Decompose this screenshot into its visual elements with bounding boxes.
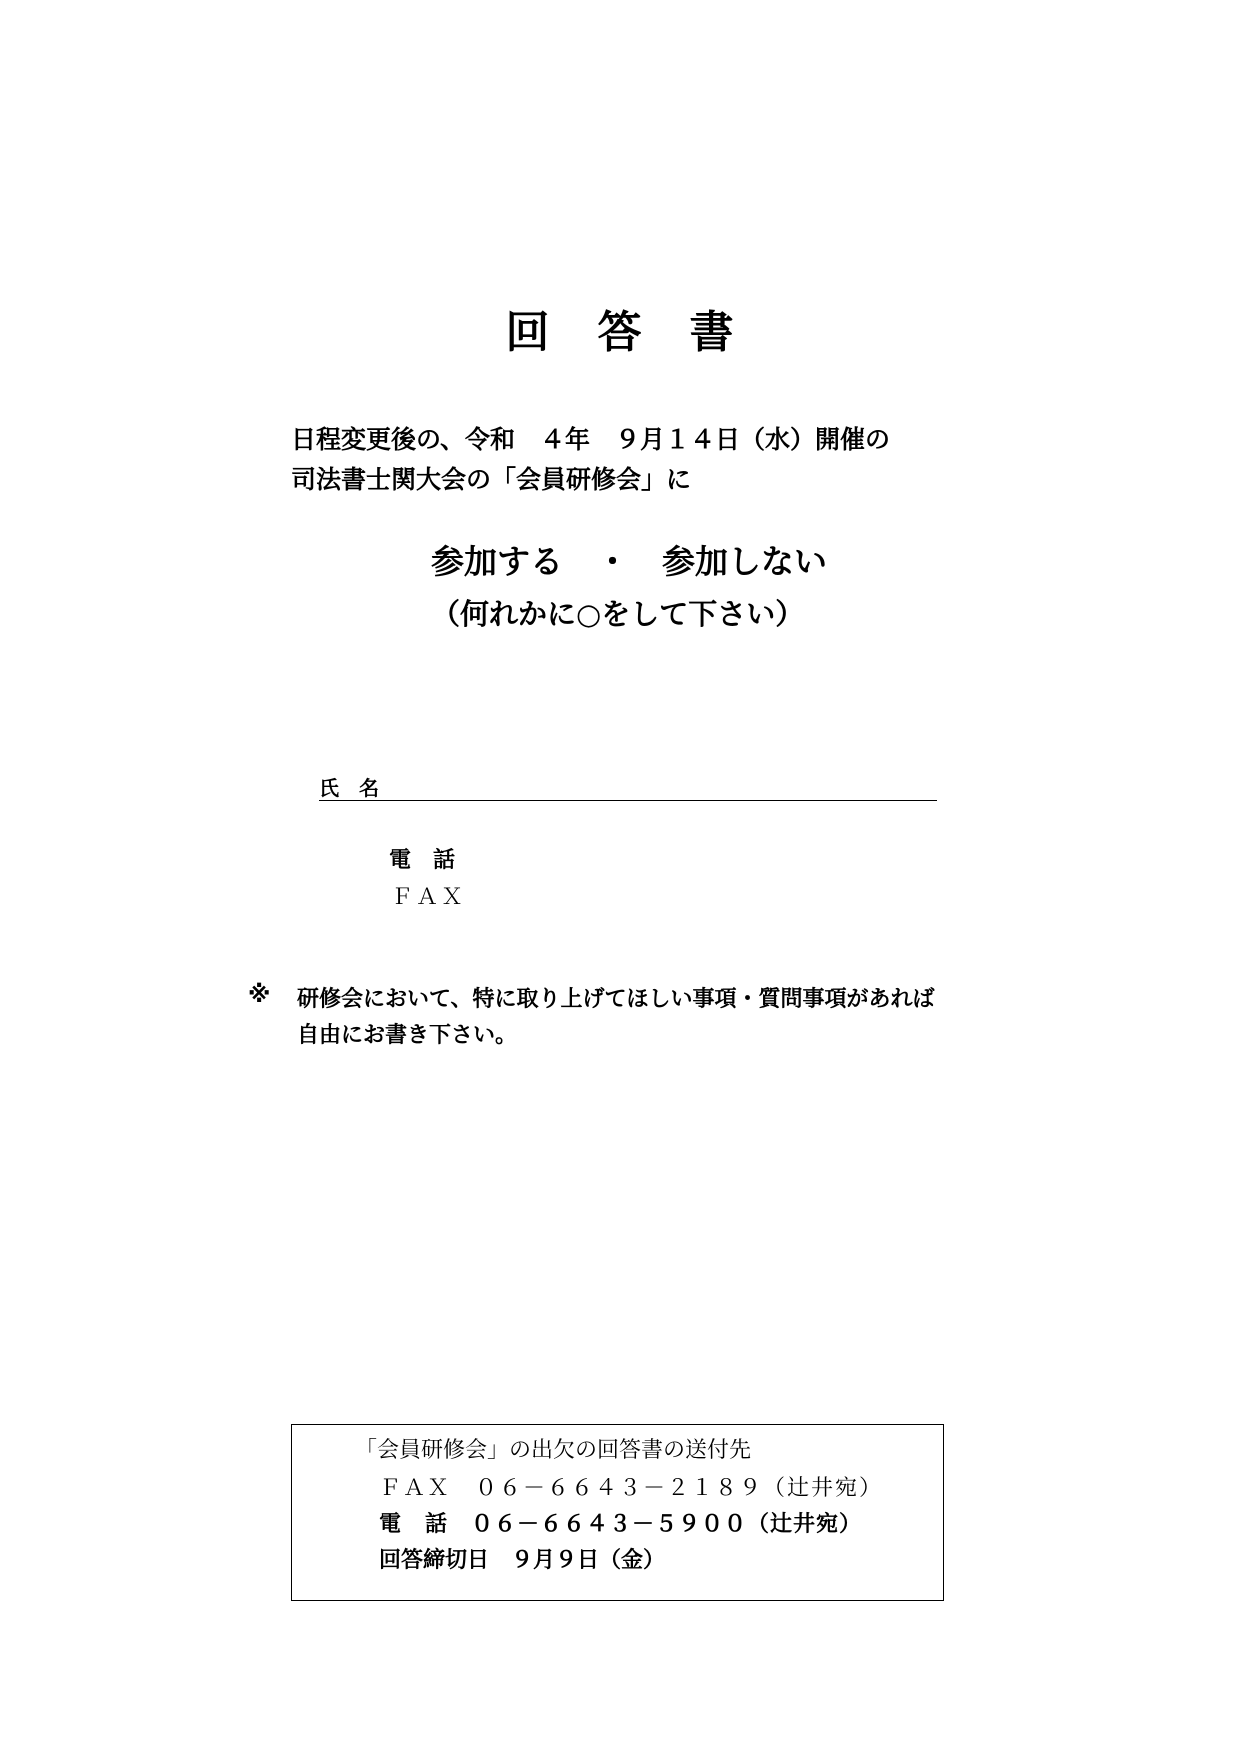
document-title: 回 答 書	[505, 307, 736, 358]
note-mark: ※	[248, 982, 271, 1008]
response-deadline: 回答締切日 ９月９日（金）	[379, 1548, 666, 1573]
choice-instruction: （何れかに○をして下さい）	[431, 597, 805, 631]
intro-line-2: 司法書士関大会の「会員研修会」に	[291, 465, 692, 494]
intro-text	[291, 420, 890, 500]
attendance-choice[interactable]: 参加する ・ 参加しない	[431, 542, 827, 581]
contact-fax-number: ＦＡＸ ０６－６６４３－２１８９（辻井宛）	[379, 1476, 884, 1501]
note-line-1: 研修会において、特に取り上げてほしい事項・質問事項があれば	[297, 987, 935, 1012]
contact-phone-number: 電 話 ０６－６６４３－５９００（辻井宛）	[379, 1512, 863, 1537]
phone-field-label: 電 話	[389, 848, 456, 873]
fax-field-label: ＦＡＸ	[391, 885, 467, 910]
note-text	[297, 982, 935, 1054]
intro-line-1: 日程変更後の、令和 ４年 ９月１４日（水）開催の	[291, 425, 891, 454]
contact-box-heading: 「会員研修会」の出欠の回答書の送付先	[355, 1438, 752, 1463]
contact-box	[291, 1424, 944, 1601]
name-field-label: 氏 名	[319, 776, 379, 800]
name-field-line[interactable]	[319, 800, 937, 801]
note-line-2: 自由にお書き下さい。	[297, 1023, 518, 1048]
